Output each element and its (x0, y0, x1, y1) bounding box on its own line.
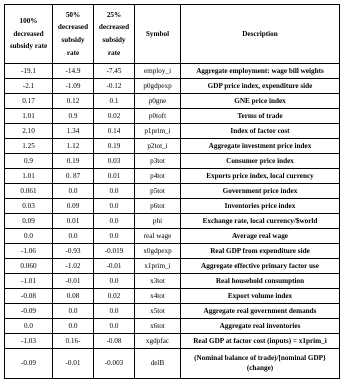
table-row (5, 79, 340, 94)
table-row (5, 349, 340, 379)
cell-symbol: x1prim_i (135, 259, 181, 274)
cell-50-percent: 0.08 (53, 289, 94, 304)
cell-description: Aggregate employment: wage bill weights (181, 64, 340, 79)
cell-100-percent: 0.0 (5, 229, 53, 244)
cell-25-percent: 0.01 (94, 169, 135, 184)
cell-50-percent: 0.9 (53, 109, 94, 124)
cell-description: Real GDP from expenditure side (181, 244, 340, 259)
cell-description: Government price index (181, 184, 340, 199)
cell-50-percent: -1.02 (53, 259, 94, 274)
cell-100-percent: 0.03 (5, 199, 53, 214)
cell-description: Inventories price index (181, 199, 340, 214)
cell-symbol: x3tot (135, 274, 181, 289)
cell-symbol: p0gdpexp (135, 79, 181, 94)
cell-symbol: x4tot (135, 289, 181, 304)
cell-25-percent: 0.1 (94, 94, 135, 109)
cell-description: GNE price index (181, 94, 340, 109)
cell-description: Aggregate effective primary factor use (181, 259, 340, 274)
cell-50-percent: 0. 87 (53, 169, 94, 184)
cell-50-percent: -0.01 (53, 349, 94, 379)
cell-symbol: x6tot (135, 319, 181, 334)
cell-description: GDP price index, expenditure side (181, 79, 340, 94)
cell-25-percent: 0.02 (94, 289, 135, 304)
cell-symbol: p4tot (135, 169, 181, 184)
cell-symbol: p6tot (135, 199, 181, 214)
cell-symbol: real wage (135, 229, 181, 244)
cell-description: Exchange rate, local currency/$world (181, 214, 340, 229)
table-row (5, 274, 340, 289)
cell-25-percent: -0.019 (94, 244, 135, 259)
results-table-container (4, 4, 340, 379)
cell-25-percent: 0.03 (94, 154, 135, 169)
cell-50-percent: 0.0 (53, 229, 94, 244)
cell-50-percent: -0.01 (53, 274, 94, 289)
cell-100-percent: -0.09 (5, 304, 53, 319)
cell-100-percent: 2.10 (5, 124, 53, 139)
header-symbol: Symbol (135, 5, 181, 64)
cell-symbol: p2tot_i (135, 139, 181, 154)
cell-100-percent: 0.060 (5, 259, 53, 274)
cell-25-percent: 0.14 (94, 124, 135, 139)
cell-50-percent: 0.0 (53, 184, 94, 199)
cell-25-percent: 0.0 (94, 229, 135, 244)
cell-symbol: p5tot (135, 184, 181, 199)
header-25-percent: 25% decreased subsidy rate (94, 5, 135, 64)
cell-100-percent: 1.01 (5, 169, 53, 184)
cell-100-percent: 0.17 (5, 94, 53, 109)
cell-description: Real GDP at factor cost (inputs) = x1prim_i (181, 334, 340, 349)
cell-50-percent: -0.93 (53, 244, 94, 259)
cell-100-percent: -2.1 (5, 79, 53, 94)
table-row (5, 139, 340, 154)
table-body (5, 64, 340, 379)
cell-50-percent: 0.09 (53, 199, 94, 214)
cell-50-percent: 0.12 (53, 94, 94, 109)
cell-25-percent: 0.0 (94, 199, 135, 214)
cell-25-percent: 0.0 (94, 184, 135, 199)
cell-description: Terms of trade (181, 109, 340, 124)
table-row (5, 109, 340, 124)
cell-symbol: x5tot (135, 304, 181, 319)
table-row (5, 169, 340, 184)
cell-100-percent: 1.25 (5, 139, 53, 154)
cell-50-percent: 0.16- (53, 334, 94, 349)
table-row (5, 304, 340, 319)
cell-50-percent: 0.0 (53, 319, 94, 334)
cell-symbol: xgdpfac (135, 334, 181, 349)
cell-100-percent: -0.08 (5, 289, 53, 304)
table-row (5, 244, 340, 259)
cell-25-percent: -7.45 (94, 64, 135, 79)
table-row (5, 94, 340, 109)
cell-25-percent: -0.003 (94, 349, 135, 379)
simulation-results-table (4, 4, 340, 379)
cell-25-percent: -0.08 (94, 334, 135, 349)
cell-100-percent: -19.1 (5, 64, 53, 79)
cell-symbol: p0gne (135, 94, 181, 109)
table-row (5, 64, 340, 79)
cell-25-percent: 0.02 (94, 109, 135, 124)
cell-100-percent: -1.03 (5, 334, 53, 349)
cell-description: Consumer price index (181, 154, 340, 169)
table-row (5, 319, 340, 334)
cell-25-percent: 0.0 (94, 214, 135, 229)
cell-symbol: phi (135, 214, 181, 229)
cell-25-percent: 0.0 (94, 274, 135, 289)
cell-symbol: p3tot (135, 154, 181, 169)
cell-description: Exports price index, local currency (181, 169, 340, 184)
table-row (5, 229, 340, 244)
cell-description: (Nominal balance of trade)/[nominal GDP} (change) (181, 349, 340, 379)
cell-50-percent: 0.01 (53, 214, 94, 229)
cell-description: Average real wage (181, 229, 340, 244)
table-row (5, 154, 340, 169)
cell-description: Aggregate real government demands (181, 304, 340, 319)
cell-100-percent: -1.01 (5, 274, 53, 289)
header-50-percent: 50% decreased subsidy rate (53, 5, 94, 64)
cell-25-percent: 0.0 (94, 319, 135, 334)
cell-25-percent: -0.01 (94, 259, 135, 274)
cell-symbol: x0gdpexp (135, 244, 181, 259)
cell-symbol: delB (135, 349, 181, 379)
header-100-percent: 100% decreased subsidy rate (5, 5, 53, 64)
cell-100-percent: 0.9 (5, 154, 53, 169)
cell-50-percent: 1.34 (53, 124, 94, 139)
cell-50-percent: -1.09 (53, 79, 94, 94)
cell-50-percent: 1.12 (53, 139, 94, 154)
table-row (5, 124, 340, 139)
cell-50-percent: -14.9 (53, 64, 94, 79)
cell-50-percent: 0.0 (53, 304, 94, 319)
cell-symbol: p0toft (135, 109, 181, 124)
cell-25-percent: -0.12 (94, 79, 135, 94)
table-row (5, 199, 340, 214)
cell-symbol: p1prim_i (135, 124, 181, 139)
cell-symbol: employ_i (135, 64, 181, 79)
cell-100-percent: 0.0 (5, 319, 53, 334)
table-row (5, 289, 340, 304)
cell-description: Aggregate real inventories (181, 319, 340, 334)
header-description: Description (181, 5, 340, 64)
table-header-row (5, 5, 340, 64)
cell-description: Real household consumption (181, 274, 340, 289)
cell-description: Export volume index (181, 289, 340, 304)
cell-description: Aggregate investment price index (181, 139, 340, 154)
table-row (5, 334, 340, 349)
cell-100-percent: -1.06 (5, 244, 53, 259)
cell-25-percent: 0.0 (94, 304, 135, 319)
cell-100-percent: 1.01 (5, 109, 53, 124)
table-row (5, 214, 340, 229)
cell-description: Index of factor cost (181, 124, 340, 139)
table-row (5, 184, 340, 199)
cell-25-percent: 0.19 (94, 139, 135, 154)
table-row (5, 259, 340, 274)
cell-100-percent: 0.09 (5, 214, 53, 229)
cell-50-percent: 0.19 (53, 154, 94, 169)
cell-100-percent: -0.09 (5, 349, 53, 379)
cell-100-percent: 0.061 (5, 184, 53, 199)
